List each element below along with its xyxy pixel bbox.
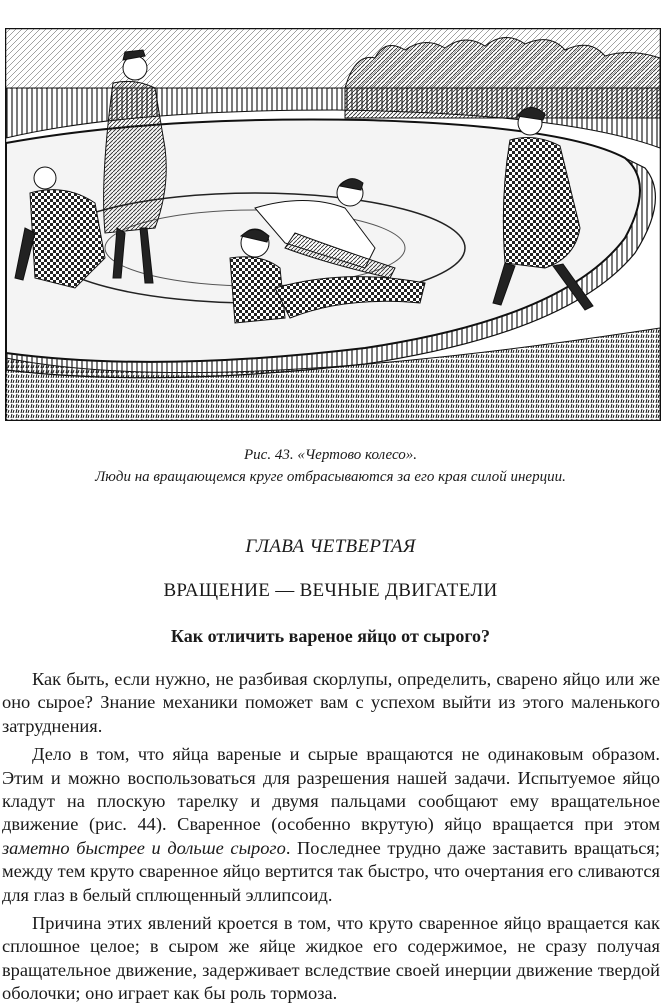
engraving-image <box>5 28 661 421</box>
chapter-title: ГЛАВА ЧЕТВЕРТАЯ <box>245 536 416 557</box>
figure-caption-title: Рис. 43. «Чертово колесо». <box>244 447 417 463</box>
figure-caption-description: Люди на вращающемся круге отбрасываются за его края силой инерции. <box>95 469 566 485</box>
section-title: ВРАЩЕНИЕ — ВЕЧНЫЕ ДВИГАТЕЛИ <box>163 580 498 601</box>
illustration-devils-wheel <box>5 28 661 421</box>
body-text <box>2 668 660 1006</box>
paragraph-2-part-b: . Последнее трудно даже заставить вращаться; между тем круто сваренное яйцо вертится так быстро, что очертания его сливаются для глаз в белый сплющенный эллипсоид. <box>2 837 661 905</box>
paragraph-1: Как быть, если нужно, не разбивая скорлупы, определить, сварено яйцо или же оно сырое? Знание механики поможет вам с успехом выйти из этого маленького затруднения. <box>2 669 660 736</box>
subsection-title: Как отличить вареное яйцо от сырого? <box>170 626 491 646</box>
paragraph-2 <box>2 743 660 907</box>
paragraph-2-part-a: Дело в том, что яйца вареные и сырые вращаются не одинаковым образом. Этим и можно воспользоваться для разрешения нашей задачи. Испытуемое яйцо кладут на плоскую тарелку и двумя пальцами сообщают ему вращательное движение (рис. 44). Сваренное (особенно вкрутую) яйцо вращается при этом <box>2 744 660 835</box>
paragraph-2-emphasis: заметно быстрее и дольше сырого <box>2 837 286 858</box>
paragraph-3: Причина этих явлений кроется в том, что круто сваренное яйцо вращается как сплошное целое; в сыром же яйце жидкое его содержимое, не сразу получая вращательное движение, задерживает вследствие своей инерции движение твердой оболочки; оно играет как бы роль тормоза. <box>2 913 660 1004</box>
